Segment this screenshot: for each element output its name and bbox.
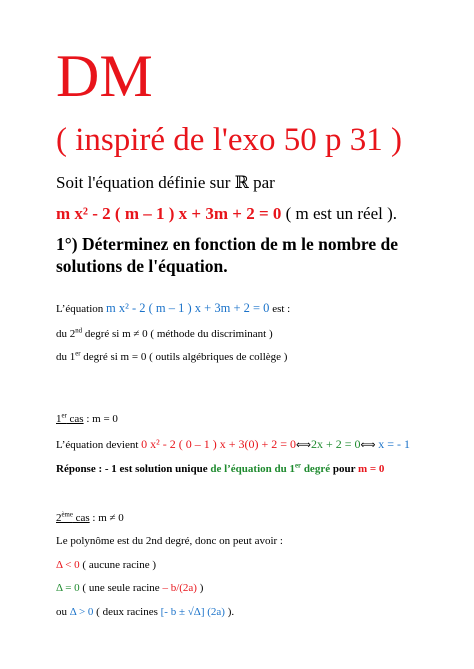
case1-label-sup: er <box>61 412 67 420</box>
case2-label-word: cas <box>72 512 90 524</box>
case2-intro: Le polynôme est du 2nd degré, donc on peut avoir : <box>56 535 283 547</box>
case1-equation-substituted: 0 x² - 2 ( 0 – 1 ) x + 3(0) + 2 = 0 <box>141 437 297 451</box>
deg1-text-rest: degré si m = 0 ( outils algébriques de collège ) <box>80 351 288 363</box>
delta-negative-text: ( aucune racine ) <box>79 559 157 571</box>
response-condition: m = 0 <box>358 463 385 475</box>
question-1: 1°) Déterminez en fonction de m le nombre de solutions de l'équation. <box>56 234 399 276</box>
case2-label <box>56 512 90 524</box>
case2-line-positive <box>56 604 234 620</box>
case1-label <box>56 413 84 425</box>
case1-text: L’équation devient <box>56 439 142 451</box>
delta-positive: Δ > 0 <box>69 606 94 618</box>
deg1-sup: er <box>75 350 81 358</box>
deg2-text-rest: degré si m ≠ 0 ( méthode du discriminant ) <box>82 328 273 340</box>
case1-label-word: cas <box>66 413 84 425</box>
response-green-b: degré <box>301 463 331 475</box>
main-equation: m x² - 2 ( m – 1 ) x + 3m + 2 = 0 <box>56 204 282 223</box>
delta-zero: Δ = 0 <box>56 582 80 594</box>
response-sup: er <box>295 462 302 470</box>
delta-positive-text-end: ). <box>224 606 235 618</box>
case1-equation-simplified: 2x + 2 = 0 <box>311 437 361 451</box>
real-set-symbol: ℝ <box>234 173 249 192</box>
analysis-text: L’équation <box>56 303 106 315</box>
response-text: Réponse : - 1 est solution unique <box>56 463 211 475</box>
case1-response <box>56 461 384 477</box>
case2-heading <box>56 510 124 526</box>
case1-equation-line <box>56 436 410 453</box>
case1-heading <box>56 411 118 427</box>
first-degree-line <box>56 349 287 365</box>
analysis-equation-line <box>56 300 290 317</box>
case2-condition: : m ≠ 0 <box>89 512 124 524</box>
delta-negative: Δ < 0 <box>56 559 80 571</box>
delta-zero-text-end: ) <box>196 582 204 594</box>
two-roots-formula: [- b ± √Δ] (2a) <box>160 606 225 618</box>
single-root-formula: – b/(2a) <box>162 582 197 594</box>
equivalence-arrow-icon: ⟺ <box>296 439 311 451</box>
document-title: DM <box>56 43 153 109</box>
case1-solution: x = - 1 <box>378 437 411 451</box>
deg2-text: du 2 <box>56 328 76 340</box>
intro-text-end: par <box>248 173 275 192</box>
delta-positive-text: ( deux racines <box>93 606 161 618</box>
equation-note: ( m est un réel ). <box>281 204 398 223</box>
case1-condition: : m = 0 <box>83 413 118 425</box>
document-subtitle: ( inspiré de l'exo 50 p 31 ) <box>56 122 402 158</box>
intro-line <box>56 172 275 194</box>
case2-label-num: 2 <box>56 512 62 524</box>
main-equation-line <box>56 203 397 225</box>
response-green-a: de l’équation du 1 <box>210 463 295 475</box>
deg2-sup: nd <box>75 327 83 335</box>
response-text-pour: pour <box>330 463 358 475</box>
case2-line-zero <box>56 580 203 596</box>
deg1-text: du 1 <box>56 351 76 363</box>
equivalence-arrow-icon: ⟺ <box>360 439 376 451</box>
case2-label-sup: ème <box>61 511 73 519</box>
delta-zero-text: ( une seule racine <box>79 582 163 594</box>
analysis-text-end: est : <box>269 303 291 315</box>
case2-line-negative <box>56 557 156 573</box>
or-text: ou <box>56 606 70 618</box>
intro-text: Soit l'équation définie sur <box>56 173 235 192</box>
case1-label-num: 1 <box>56 413 62 425</box>
analysis-equation: m x² - 2 ( m – 1 ) x + 3m + 2 = 0 <box>106 301 270 315</box>
second-degree-line <box>56 326 273 342</box>
